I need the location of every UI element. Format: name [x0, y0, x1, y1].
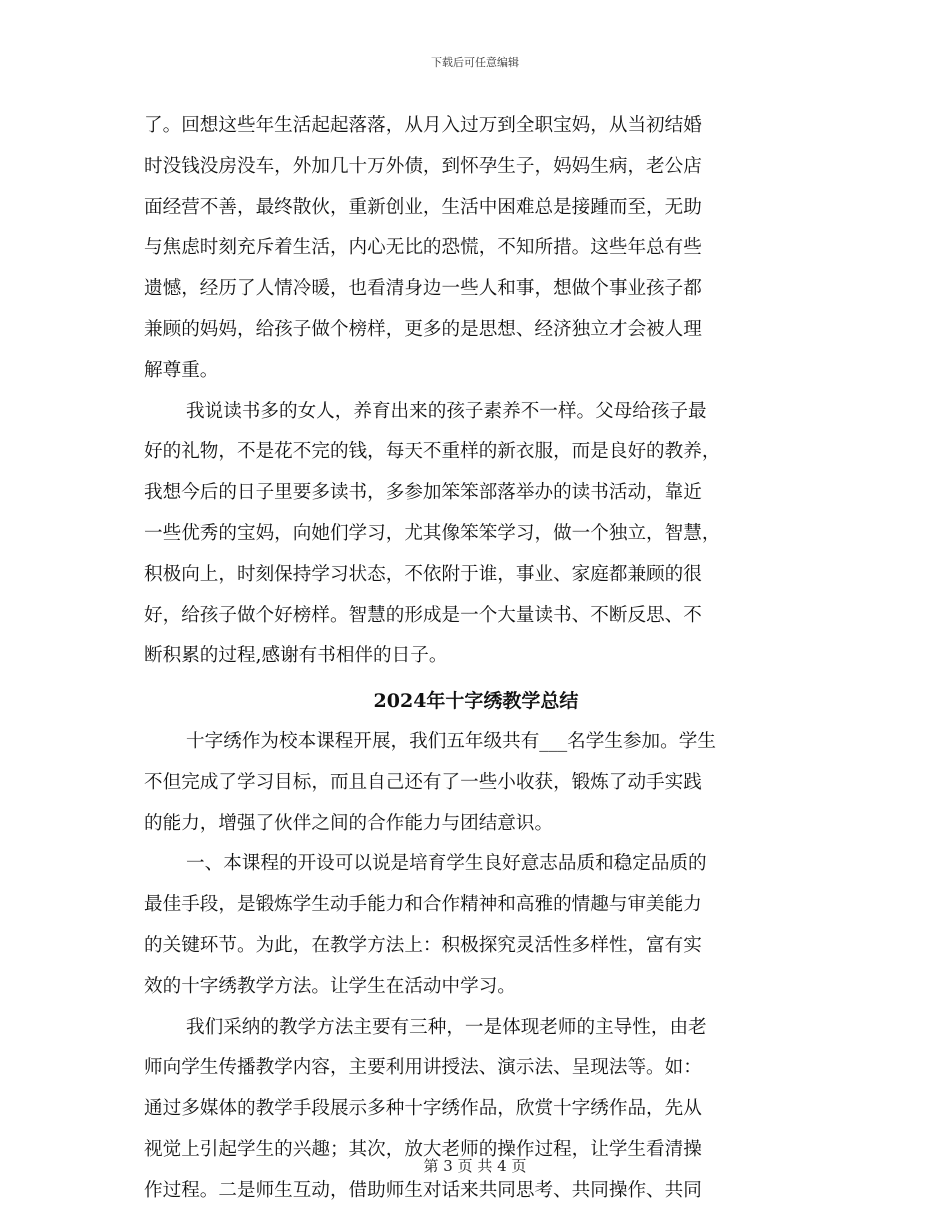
page-footer: 第 3 页 共 4 页: [423, 1157, 527, 1175]
text-line: 断积累的过程,感谢有书相伴的日子。: [144, 645, 448, 667]
document-body: [144, 106, 808, 1212]
paragraph: [144, 722, 808, 844]
text-line: 兼顾的妈妈，给孩子做个榜样，更多的是思想、经济独立才会被人理: [144, 318, 702, 340]
text-line: 不但完成了学习目标，而且自己还有了一些小收获，锻炼了动手实践: [144, 771, 702, 793]
text-line: 好的礼物，不是花不完的钱，每天不重样的新衣服，而是良好的教养，: [144, 441, 721, 463]
text-line: 面经营不善，最终散伙，重新创业，生活中困难总是接踵而至，无助: [144, 196, 702, 218]
text-line: 视觉上引起学生的兴趣；其次，放大老师的操作过程，让学生看清操: [144, 1138, 702, 1160]
text-line: 解尊重。: [144, 359, 219, 381]
text-line: 的关键环节。为此，在教学方法上：积极探究灵活性多样性，富有实: [144, 934, 702, 956]
paragraph: [144, 392, 808, 678]
paragraph: [144, 106, 808, 392]
text-line: 我们采纳的教学方法主要有三种，一是体现老师的主导性，由老: [186, 1016, 707, 1038]
text-line: 遗憾，经历了人情冷暖，也看清身边一些人和事，想做个事业孩子都: [144, 278, 702, 300]
paragraph: [144, 844, 808, 1007]
text-line: 效的十字绣教学方法。让学生在活动中学习。: [144, 975, 516, 997]
text-line: 最佳手段，是锻炼学生动手能力和合作精神和高雅的情趣与审美能力: [144, 894, 702, 916]
text-line: 十字绣作为校本课程开展，我们五年级共有___名学生参加。学生: [186, 730, 716, 752]
text-line: 通过多媒体的教学手段展示多种十字绣作品，欣赏十字绣作品，先从: [144, 1098, 702, 1120]
text-line: 积极向上，时刻保持学习状态，不依附于谁，事业、家庭都兼顾的很: [144, 563, 702, 585]
text-line: 时没钱没房没车，外加几十万外债，到怀孕生子，妈妈生病，老公店: [144, 155, 702, 177]
text-line: 了。回想这些年生活起起落落，从月入过万到全职宝妈，从当初结婚: [144, 115, 702, 136]
text-line: 的能力，增强了伙伴之间的合作能力与团结意识。: [144, 812, 554, 834]
text-line: 与焦虑时刻充斥着生活，内心无比的恐慌，不知所措。这些年总有些: [144, 237, 702, 259]
text-line: 师向学生传播教学内容，主要利用讲授法、演示法、呈现法等。如：: [144, 1057, 702, 1079]
text-line: 一些优秀的宝妈，向她们学习，尤其像笨笨学习，做一个独立，智慧，: [144, 522, 721, 544]
text-line: 我想今后的日子里要多读书，多参加笨笨部落举办的读书活动，靠近: [144, 482, 702, 504]
text-line: 一、本课程的开设可以说是培育学生良好意志品质和稳定品质的: [186, 853, 707, 875]
text-line: 作过程。二是师生互动，借助师生对话来共同思考、共同操作、共同: [144, 1179, 702, 1201]
page-header: 下载后可任意编辑: [431, 56, 519, 69]
text-line: 我说读书多的女人，养育出来的孩子素养不一样。父母给孩子最: [186, 400, 707, 422]
text-line: 好，给孩子做个好榜样。智慧的形成是一个大量读书、不断反思、不: [144, 604, 702, 626]
section-title: 2024年十字绣教学总结: [373, 690, 579, 713]
paragraph: [144, 1008, 808, 1212]
